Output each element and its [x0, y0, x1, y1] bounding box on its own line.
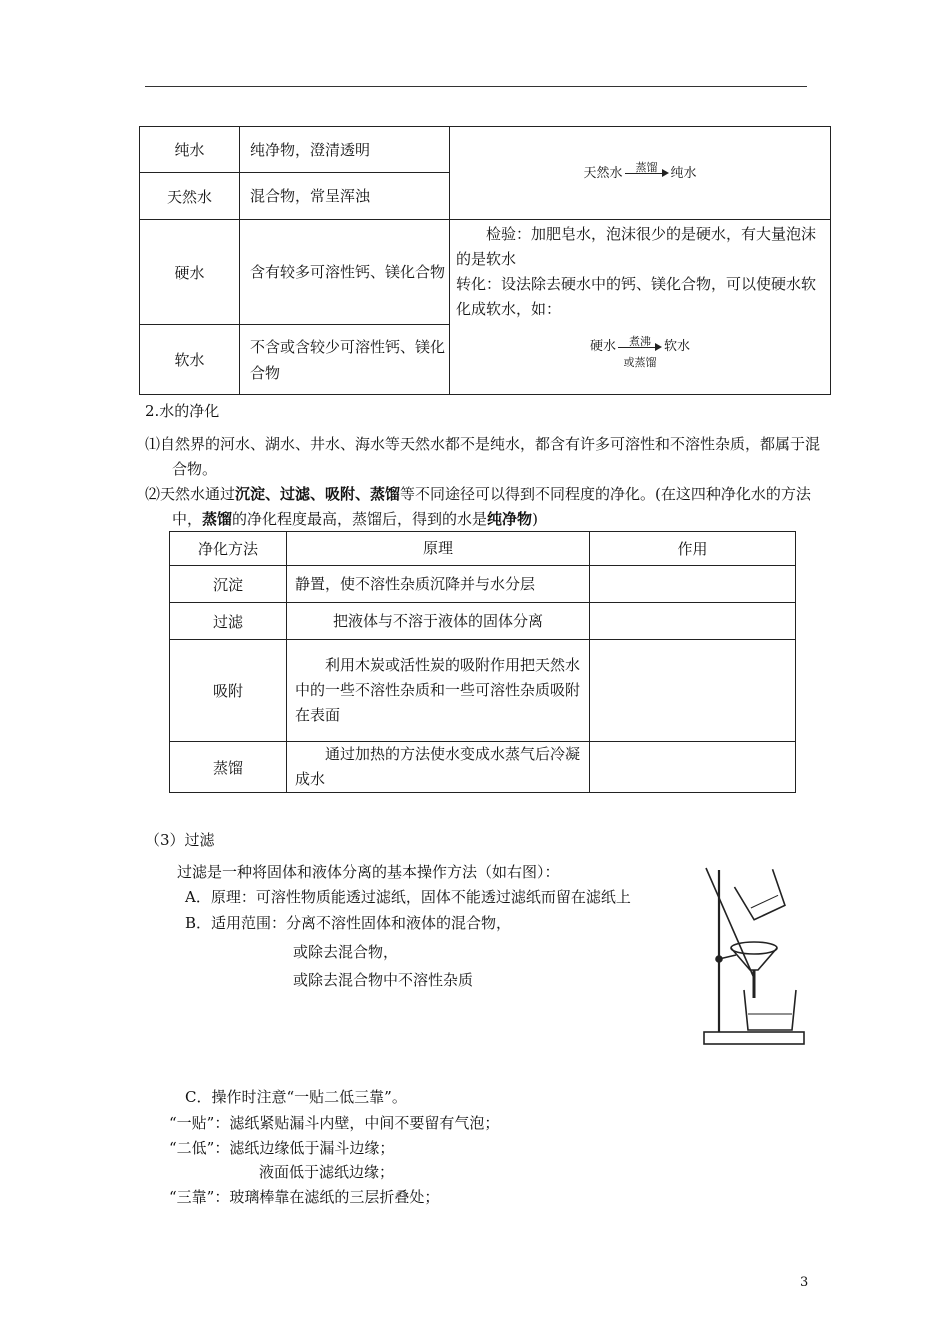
filtration-apparatus-icon [700, 862, 810, 1052]
cell-hard-water-desc: 含有较多可溶性钙、镁化合物 [240, 220, 450, 325]
header-rule [145, 86, 807, 87]
header-use: 作用 [590, 532, 796, 566]
method-cell: 沉淀 [170, 566, 287, 603]
cell-hard-soft-notes [450, 220, 831, 395]
convert-text: 转化：设法除去硬水中的钙、镁化合物，可以使硬水软化成软水，如： [456, 275, 817, 318]
header-method: 净化方法 [170, 532, 287, 566]
check-text: 检验：加肥皂水，泡沫很少的是硬水，有大量泡沫的是软水 [456, 225, 817, 268]
use-cell [590, 566, 796, 603]
method-cell: 过滤 [170, 603, 287, 640]
page-number: 3 [800, 1275, 809, 1290]
purification-item-2: ⑵天然水通过沉淀、过滤、吸附、蒸馏等不同途径可以得到不同程度的净化。(在这四种净化水的方法中，蒸馏的净化程度最高，蒸馏后，得到的水是纯净物) [145, 485, 811, 528]
cell-natural-water-desc: 混合物，常呈浑浊 [240, 173, 450, 220]
header-principle: 原理 [287, 532, 590, 566]
cell-soft-water-desc: 不含或含较少可溶性钙、镁化合物 [240, 325, 450, 395]
principle-cell: 静置，使不溶性杂质沉降并与水分层 [287, 566, 590, 603]
filtration-principle: A．原理：可溶性物质能透过滤纸，固体不能透过滤纸而留在滤纸上 [185, 888, 631, 906]
method-cell: 吸附 [170, 640, 287, 742]
method-cell: 蒸馏 [170, 742, 287, 793]
principle-cell: 利用木炭或活性炭的吸附作用把天然水中的一些不溶性杂质和一些可溶性杂质吸附在表面 [287, 640, 590, 742]
filtration-intro: 过滤是一种将固体和液体分离的基本操作方法（如右图）： [177, 863, 560, 881]
principle-cell: 通过加热的方法使水变成水蒸气后冷凝成水 [287, 742, 590, 793]
cell-distill-equation [450, 127, 831, 220]
section2-heading: 2.水的净化 [145, 402, 220, 420]
distill-equation: 天然水 蒸馏 纯水 [583, 161, 697, 181]
purification-item-1: ⑴自然界的河水、湖水、井水、海水等天然水都不是纯水，都含有许多可溶性和不溶性杂质，都属于混合物。 [145, 435, 821, 478]
note-erdi: “二低”：滤纸边缘低于漏斗边缘； [169, 1139, 395, 1157]
filtration-scope-3: 或除去混合物中不溶性杂质 [293, 971, 474, 989]
use-cell [590, 640, 796, 742]
section3-heading: （3）过滤 [145, 831, 215, 849]
cell-pure-water-desc: 纯净物，澄清透明 [240, 127, 450, 173]
use-cell [590, 742, 796, 793]
cell-hard-water: 硬水 [140, 220, 240, 325]
note-yitie: “一贴”：滤纸紧贴漏斗内壁，中间不要留有气泡； [169, 1114, 500, 1132]
reaction-arrow-icon: 煮沸 或蒸馏 [618, 338, 662, 356]
cell-natural-water: 天然水 [140, 173, 240, 220]
note-sankao: “三靠”：玻璃棒靠在滤纸的三层折叠处； [169, 1188, 440, 1206]
cell-soft-water: 软水 [140, 325, 240, 395]
purification-table [169, 531, 796, 793]
operation-notes: C．操作时注意“一贴二低三靠”。 [185, 1088, 407, 1106]
soften-equation: 硬水 煮沸 或蒸馏 软水 [589, 334, 691, 369]
water-types-table [139, 126, 831, 395]
principle-cell: 把液体与不溶于液体的固体分离 [287, 603, 590, 640]
note-erdi-2: 液面低于滤纸边缘； [259, 1163, 395, 1181]
filtration-scope-2: 或除去混合物， [293, 943, 399, 961]
filtration-scope: B．适用范围：分离不溶性固体和液体的混合物， [185, 914, 512, 932]
use-cell [590, 603, 796, 640]
reaction-arrow-icon: 蒸馏 [625, 164, 669, 182]
cell-pure-water: 纯水 [140, 127, 240, 173]
